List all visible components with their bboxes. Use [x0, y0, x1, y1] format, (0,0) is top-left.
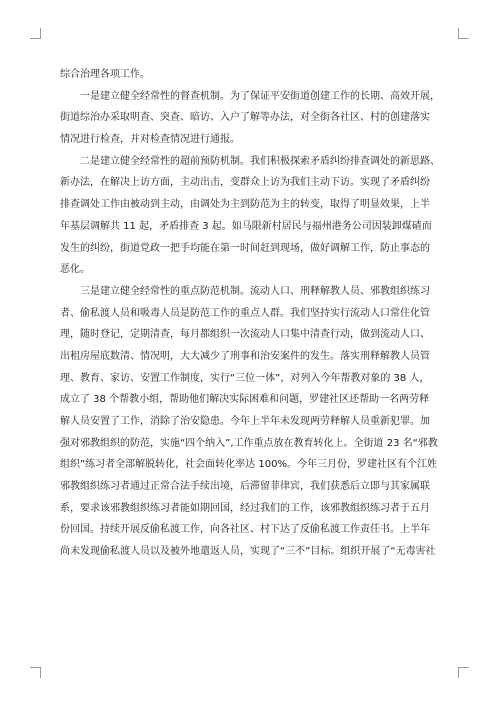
- text-line: 理、教育、家访、安置工作制度，实行“三位一体”，对列入今年帮教对象的 38 人，: [60, 372, 430, 384]
- text-line: 二是建立健全经常性的超前预防机制。我们积极探索矛盾纠纷排查调处的新思路、: [80, 155, 440, 167]
- text-line: 解人员安置了工作，消除了治安隐患。今年上半年未发现两劳释解人员重新犯罪。加: [60, 416, 430, 427]
- text-line: 三是建立健全经常性的重点防范机制。流动人口、刑释解教人员、邪教组织练习: [80, 285, 430, 297]
- paragraph-1: [60, 86, 440, 151]
- text-line: 情况进行检查，并对检查情况进行通报。: [60, 134, 240, 146]
- text-line: 成立了 38 个帮教小组，帮助他们解决实际困难和问题，罗建社区还帮助一名两劳释: [60, 394, 430, 406]
- text-line: 排查调处工作由被动到主动，由调处为主到防范为主的转变，取得了明显效果，上半: [60, 199, 430, 211]
- text-line: 一是建立健全经常性的督查机制。为了保证平安街道创建工作的长期、高效开展，: [80, 90, 440, 102]
- text-line: 理，随时登记，定期清查，每月都组织一次流动人口集中清查行动，做到流动人口、: [60, 329, 430, 341]
- text-line: 街道综治办采取明查、突查、暗访、入户了解等办法，对全街各社区、村的创建落实: [60, 112, 430, 124]
- text-line: 系，要求该邪教组织练习者能如期回国，经过我们的工作，该邪教组织练习者于五月: [60, 502, 430, 514]
- paragraph-0: [60, 64, 440, 86]
- crop-mark-top-right: [458, 28, 469, 39]
- paragraph-2: [60, 151, 440, 281]
- text-line: 份回国。持续开展反偷私渡工作，向各社区、村下达了反偷私渡工作责任书。上半年: [60, 524, 430, 536]
- text-line: 恶化。: [60, 264, 90, 276]
- text-line: 组织”练习者全部解脱转化，社会面转化率达 100%。今年三月份，罗建社区有个江姓: [60, 459, 437, 471]
- crop-mark-top-left: [30, 28, 41, 39]
- crop-mark-bottom-right: [458, 667, 469, 678]
- paragraph-3: [60, 281, 440, 563]
- text-line: 尚未发现偷私渡人员以及被外地遣返人员，实现了“三不”目标。组织开展了“无毒害社: [60, 546, 436, 558]
- text-line: 邪教组织练习者通过正常合法手续出境，后滞留菲律宾，我们获悉后立即与其家属联: [60, 481, 430, 493]
- document-body: [60, 64, 440, 563]
- crop-mark-bottom-left: [30, 667, 41, 678]
- text-line: 者、偷私渡人员和吸毒人员是防范工作的重点人群。我们坚持实行流动人口常住化管: [60, 307, 430, 319]
- text-line: 综合治理各项工作。: [60, 69, 150, 80]
- text-line: 新办法，在解决上访方面，主动出击，变群众上访为我们主动下访。实现了矛盾纠纷: [60, 177, 430, 189]
- text-line: 出租房屋底数清、情况明，大大减少了刑事和治安案件的发生。落实刑释解教人员管: [60, 350, 430, 362]
- text-line: 强对邪教组织的防范，实施“四个纳入”,工作重点放在教育转化上。全街道 23 名“邪教: [60, 437, 438, 449]
- text-line: 年基层调解共 11 起，矛盾排查 3 起。如马限新村居民与福州港务公司因装卸煤碴而: [60, 220, 432, 232]
- text-line: 发生的纠纷，街道党政一把手均能在第一时间赶到现场，做好调解工作，防止事态的: [60, 242, 430, 254]
